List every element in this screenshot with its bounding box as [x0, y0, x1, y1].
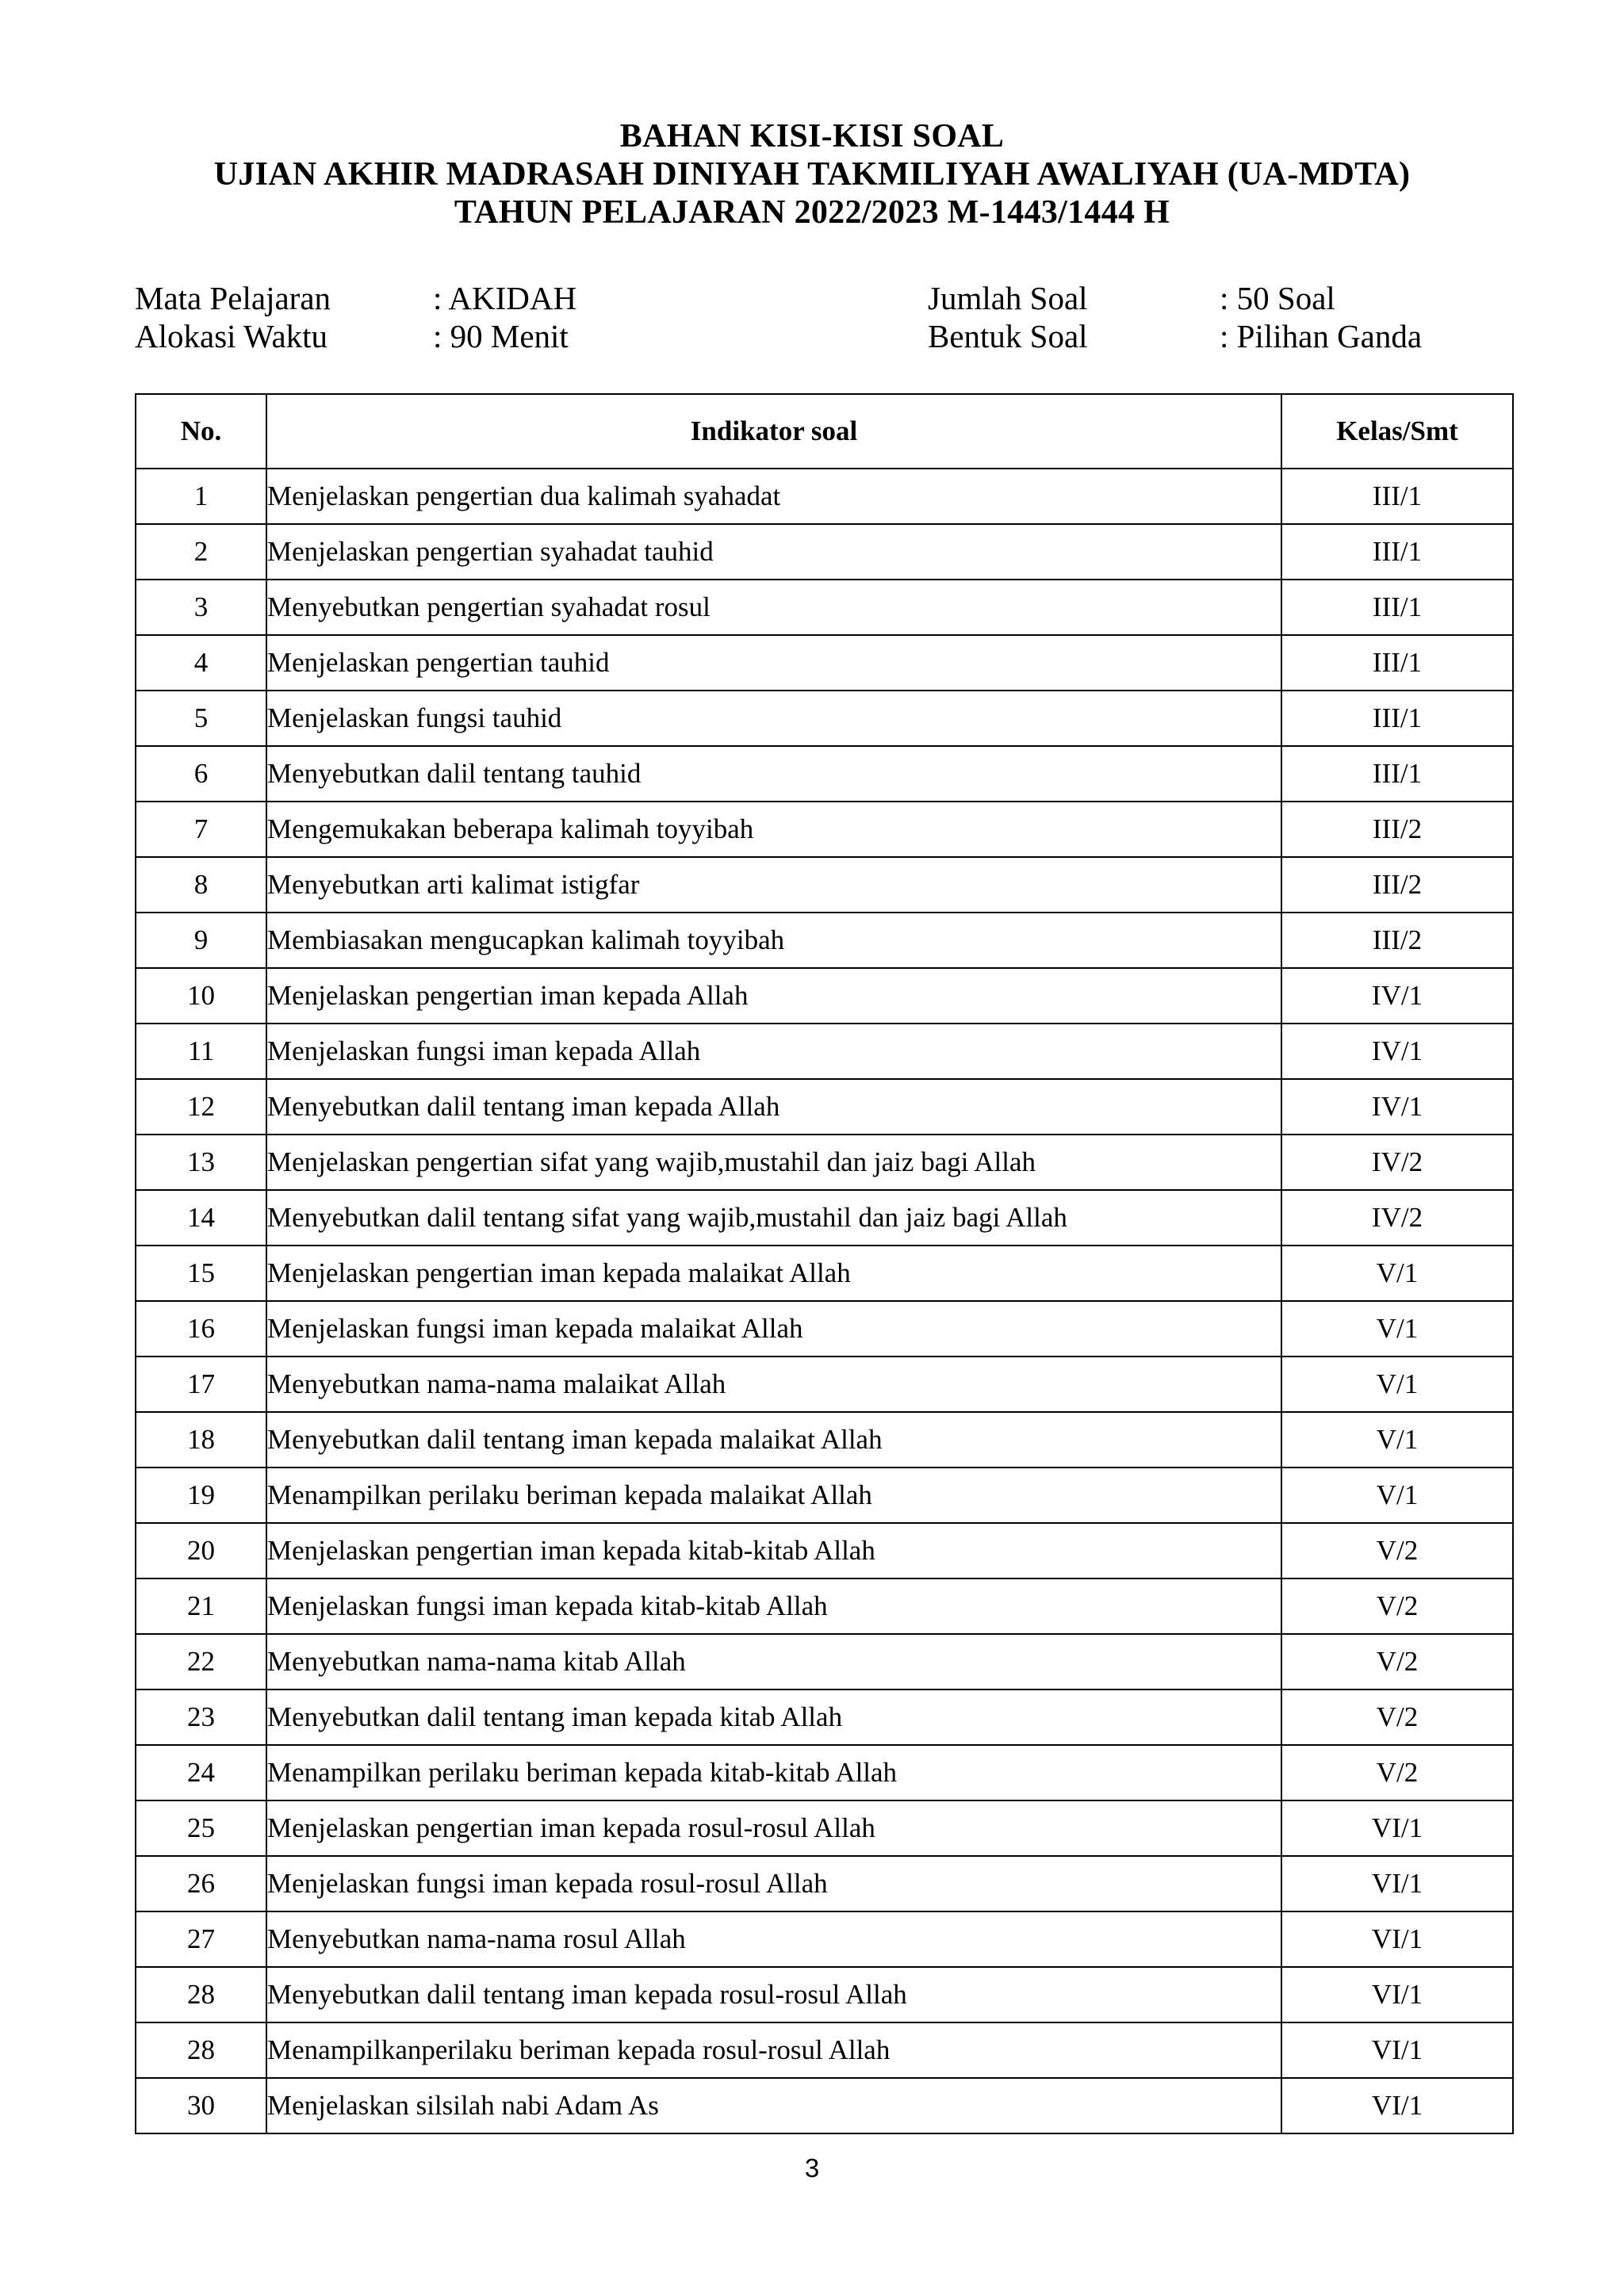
- table-row: [136, 1135, 1513, 1190]
- table-row: [136, 469, 1513, 524]
- indicator-cell: Menyebutkan nama-nama kitab Allah: [266, 1634, 1281, 1689]
- class-semester-cell: IV/2: [1281, 1135, 1513, 1190]
- indicator-cell: Menjelaskan fungsi iman kepada kitab-kitab Allah: [266, 1578, 1281, 1634]
- class-semester-cell: III/2: [1281, 913, 1513, 968]
- indicator-cell: Menjelaskan pengertian iman kepada rosul-rosul Allah: [266, 1800, 1281, 1856]
- indicator-cell: Mengemukakan beberapa kalimah toyyibah: [266, 802, 1281, 857]
- indicator-cell: Menjelaskan pengertian syahadat tauhid: [266, 524, 1281, 580]
- table-row: [136, 913, 1513, 968]
- class-semester-cell: VI/1: [1281, 2078, 1513, 2133]
- row-number-cell: 21: [136, 1578, 266, 1634]
- class-semester-cell: V/1: [1281, 1412, 1513, 1468]
- class-semester-cell: III/1: [1281, 469, 1513, 524]
- indicator-cell: Menjelaskan pengertian dua kalimah syahadat: [266, 469, 1281, 524]
- meta-row-2: [135, 317, 1507, 355]
- row-number-cell: 4: [136, 635, 266, 691]
- table-row: [136, 1967, 1513, 2022]
- class-semester-cell: IV/1: [1281, 968, 1513, 1024]
- class-semester-cell: III/2: [1281, 857, 1513, 913]
- column-header-indicator: Indikator soal: [266, 394, 1281, 469]
- class-semester-cell: III/1: [1281, 524, 1513, 580]
- class-semester-cell: V/2: [1281, 1689, 1513, 1745]
- indicator-cell: Membiasakan mengucapkan kalimah toyyibah: [266, 913, 1281, 968]
- indicator-cell: Menyebutkan nama-nama malaikat Allah: [266, 1357, 1281, 1412]
- row-number-cell: 8: [136, 857, 266, 913]
- row-number-cell: 2: [136, 524, 266, 580]
- indicator-cell: Menjelaskan silsilah nabi Adam As: [266, 2078, 1281, 2133]
- question-count-label: Jumlah Soal: [928, 280, 1088, 316]
- row-number-cell: 20: [136, 1523, 266, 1578]
- table-row: [136, 1301, 1513, 1357]
- question-form-label: Bentuk Soal: [928, 318, 1088, 354]
- class-semester-cell: V/1: [1281, 1301, 1513, 1357]
- indicator-cell: Menjelaskan pengertian iman kepada Allah: [266, 968, 1281, 1024]
- row-number-cell: 17: [136, 1357, 266, 1412]
- row-number-cell: 1: [136, 469, 266, 524]
- table-row: [136, 2078, 1513, 2133]
- class-semester-cell: III/1: [1281, 635, 1513, 691]
- table-row: [136, 580, 1513, 635]
- table-row: [136, 857, 1513, 913]
- table-row: [136, 1800, 1513, 1856]
- indicator-cell: Menjelaskan pengertian iman kepada kitab-kitab Allah: [266, 1523, 1281, 1578]
- indicator-cell: Menjelaskan fungsi tauhid: [266, 691, 1281, 746]
- row-number-cell: 10: [136, 968, 266, 1024]
- indicator-cell: Menjelaskan fungsi iman kepada Allah: [266, 1024, 1281, 1079]
- question-count-value: : 50 Soal: [1220, 280, 1335, 316]
- table-row: [136, 1523, 1513, 1578]
- class-semester-cell: IV/2: [1281, 1190, 1513, 1246]
- row-number-cell: 14: [136, 1190, 266, 1246]
- row-number-cell: 28: [136, 1967, 266, 2022]
- table-row: [136, 1634, 1513, 1689]
- indicator-cell: Menyebutkan dalil tentang iman kepada malaikat Allah: [266, 1412, 1281, 1468]
- class-semester-cell: V/2: [1281, 1578, 1513, 1634]
- row-number-cell: 19: [136, 1468, 266, 1523]
- table-row: [136, 1578, 1513, 1634]
- class-semester-cell: IV/1: [1281, 1024, 1513, 1079]
- class-semester-cell: V/1: [1281, 1246, 1513, 1301]
- row-number-cell: 3: [136, 580, 266, 635]
- column-header-class-semester: Kelas/Smt: [1281, 394, 1513, 469]
- indicator-cell: Menyebutkan dalil tentang iman kepada rosul-rosul Allah: [266, 1967, 1281, 2022]
- row-number-cell: 25: [136, 1800, 266, 1856]
- class-semester-cell: III/1: [1281, 746, 1513, 802]
- table-row: [136, 802, 1513, 857]
- row-number-cell: 27: [136, 1911, 266, 1967]
- meta-row-1: [135, 279, 1507, 317]
- indicator-cell: Menjelaskan fungsi iman kepada rosul-rosul Allah: [266, 1856, 1281, 1911]
- row-number-cell: 16: [136, 1301, 266, 1357]
- row-number-cell: 28: [136, 2022, 266, 2078]
- indicator-cell: Menjelaskan pengertian iman kepada malaikat Allah: [266, 1246, 1281, 1301]
- class-semester-cell: V/2: [1281, 1634, 1513, 1689]
- row-number-cell: 30: [136, 2078, 266, 2133]
- indicator-cell: Menyebutkan dalil tentang tauhid: [266, 746, 1281, 802]
- subject-value: : AKIDAH: [433, 280, 577, 316]
- row-number-cell: 24: [136, 1745, 266, 1800]
- class-semester-cell: VI/1: [1281, 2022, 1513, 2078]
- indicator-table: [135, 393, 1514, 2134]
- row-number-cell: 15: [136, 1246, 266, 1301]
- indicator-cell: Menyebutkan dalil tentang sifat yang wajib,mustahil dan jaiz bagi Allah: [266, 1190, 1281, 1246]
- row-number-cell: 23: [136, 1689, 266, 1745]
- indicator-cell: Menampilkan perilaku beriman kepada kitab-kitab Allah: [266, 1745, 1281, 1800]
- class-semester-cell: V/1: [1281, 1357, 1513, 1412]
- question-form-value: : Pilihan Ganda: [1220, 318, 1423, 354]
- indicator-cell: Menampilkan perilaku beriman kepada malaikat Allah: [266, 1468, 1281, 1523]
- column-header-number: No.: [136, 394, 266, 469]
- class-semester-cell: V/2: [1281, 1523, 1513, 1578]
- document-title: BAHAN KISI-KISI SOAL: [619, 118, 1005, 155]
- class-semester-cell: III/1: [1281, 691, 1513, 746]
- subject-label: Mata Pelajaran: [135, 280, 331, 316]
- document-title-block: [0, 117, 1624, 232]
- table-row: [136, 1079, 1513, 1135]
- indicator-cell: Menjelaskan pengertian sifat yang wajib,mustahil dan jaiz bagi Allah: [266, 1135, 1281, 1190]
- class-semester-cell: VI/1: [1281, 1800, 1513, 1856]
- table-header-row: [136, 394, 1513, 469]
- time-allocation-label: Alokasi Waktu: [135, 318, 328, 354]
- class-semester-cell: VI/1: [1281, 1967, 1513, 2022]
- row-number-cell: 5: [136, 691, 266, 746]
- table-row: [136, 1024, 1513, 1079]
- table-row: [136, 635, 1513, 691]
- indicator-cell: Menyebutkan nama-nama rosul Allah: [266, 1911, 1281, 1967]
- indicator-cell: Menyebutkan dalil tentang iman kepada kitab Allah: [266, 1689, 1281, 1745]
- indicator-cell: Menampilkanperilaku beriman kepada rosul-rosul Allah: [266, 2022, 1281, 2078]
- class-semester-cell: V/2: [1281, 1745, 1513, 1800]
- class-semester-cell: V/1: [1281, 1468, 1513, 1523]
- row-number-cell: 11: [136, 1024, 266, 1079]
- exam-meta: [135, 279, 1507, 355]
- table-row: [136, 524, 1513, 580]
- table-row: [136, 968, 1513, 1024]
- class-semester-cell: III/2: [1281, 802, 1513, 857]
- class-semester-cell: VI/1: [1281, 1911, 1513, 1967]
- indicator-cell: Menjelaskan fungsi iman kepada malaikat Allah: [266, 1301, 1281, 1357]
- time-allocation-value: : 90 Menit: [433, 318, 569, 354]
- academic-year: TAHUN PELAJARAN 2022/2023 M-1443/1444 H: [454, 194, 1170, 231]
- table-row: [136, 1357, 1513, 1412]
- table-row: [136, 691, 1513, 746]
- class-semester-cell: IV/1: [1281, 1079, 1513, 1135]
- row-number-cell: 26: [136, 1856, 266, 1911]
- page-number: 3: [804, 2153, 820, 2183]
- table-row: [136, 746, 1513, 802]
- indicator-cell: Menyebutkan arti kalimat istigfar: [266, 857, 1281, 913]
- table-body: [136, 469, 1513, 2133]
- table-row: [136, 1689, 1513, 1745]
- row-number-cell: 18: [136, 1412, 266, 1468]
- table-row: [136, 1246, 1513, 1301]
- row-number-cell: 13: [136, 1135, 266, 1190]
- table-row: [136, 1911, 1513, 1967]
- table-row: [136, 1856, 1513, 1911]
- exam-name: UJIAN AKHIR MADRASAH DINIYAH TAKMILIYAH AWALIYAH (UA-MDTA): [213, 156, 1411, 193]
- table-row: [136, 1412, 1513, 1468]
- indicator-cell: Menyebutkan dalil tentang iman kepada Allah: [266, 1079, 1281, 1135]
- class-semester-cell: III/1: [1281, 580, 1513, 635]
- indicator-cell: Menyebutkan pengertian syahadat rosul: [266, 580, 1281, 635]
- row-number-cell: 9: [136, 913, 266, 968]
- class-semester-cell: VI/1: [1281, 1856, 1513, 1911]
- row-number-cell: 22: [136, 1634, 266, 1689]
- table-row: [136, 1468, 1513, 1523]
- row-number-cell: 12: [136, 1079, 266, 1135]
- table-row: [136, 1745, 1513, 1800]
- table-row: [136, 1190, 1513, 1246]
- row-number-cell: 7: [136, 802, 266, 857]
- row-number-cell: 6: [136, 746, 266, 802]
- indicator-cell: Menjelaskan pengertian tauhid: [266, 635, 1281, 691]
- table-row: [136, 2022, 1513, 2078]
